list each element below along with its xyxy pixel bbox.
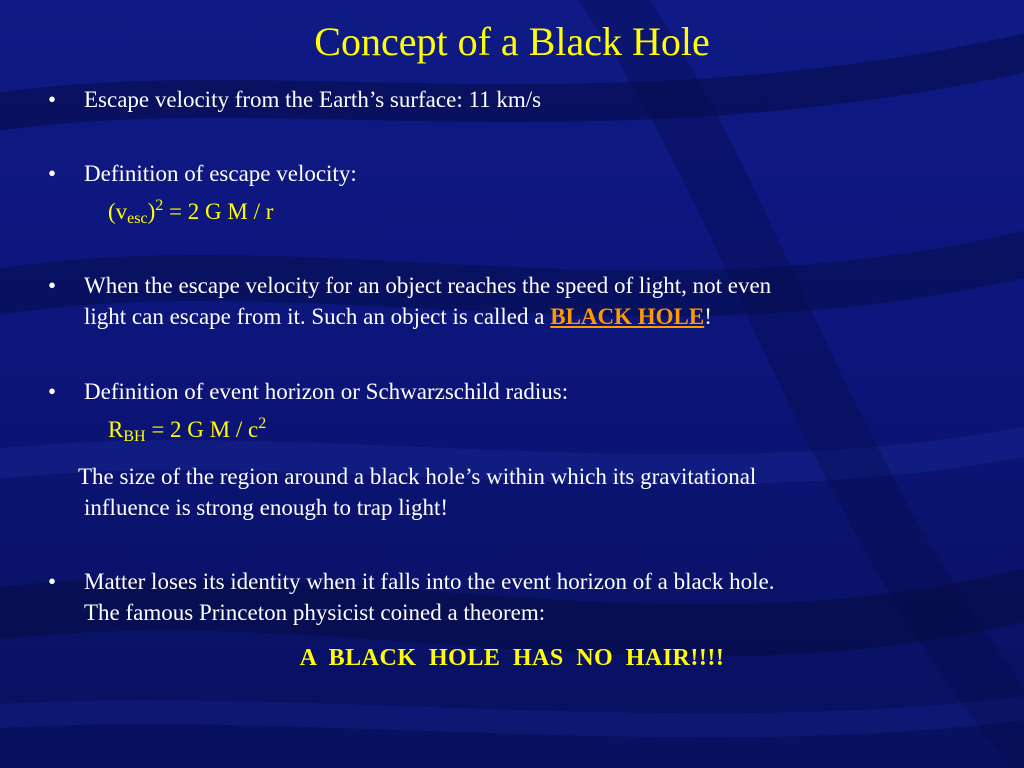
bullet-black-hole-definition [48,270,772,332]
formula-part: R [108,417,124,442]
bullet-text-line2: The famous Princeton physicist coined a theorem: [84,600,546,625]
bullet-marker: • [48,273,57,298]
formula-subscript: BH [123,428,146,445]
slide-title: Concept of a Black Hole [314,19,710,64]
formula-part: = 2 G M / c [145,417,259,442]
escape-velocity-formula [108,196,273,227]
bullet-text: Definition of escape velocity: [84,161,357,186]
bullet-text: Definition of event horizon or Schwarzschild radius: [84,379,569,404]
formula-part: = 2 G M / r [163,199,274,224]
bullet-marker: • [48,569,57,594]
formula-subscript: esc [127,210,148,227]
explanation-line2: influence is strong enough to trap light! [84,495,449,520]
bullet-marker: • [48,379,57,404]
formula-superscript: 2 [155,197,164,214]
schwarzschild-radius-formula [108,414,266,445]
bullet-no-hair-theorem [48,566,775,628]
bullet-text: ! [704,304,712,329]
bullet-marker: • [48,161,57,186]
bullet-text: light can escape from it. Such an object is called a [84,304,551,329]
bullet-marker: • [48,87,57,112]
bullet-text-line1: When the escape velocity for an object reaches the speed of light, not even [84,273,772,298]
black-hole-highlight: BLACK HOLE [550,304,705,329]
bullet-text: Escape velocity from the Earth’s surface: 11 km/s [84,87,542,112]
no-hair-theorem: A BLACK HOLE HAS NO HAIR!!!! [299,645,725,671]
bullet-escape-velocity-earth [48,84,542,115]
bullet-event-horizon-definition [48,376,569,407]
bullet-escape-velocity-definition [48,158,357,189]
bullet-text-line1: Matter loses its identity when it falls into the event horizon of a black hole. [84,569,775,594]
explanation-line1: The size of the region around a black hole’s within which its gravitational [78,464,757,489]
formula-part: (v [108,199,128,224]
formula-superscript: 2 [258,415,267,432]
formula-part: ) [147,199,156,224]
event-horizon-explanation [78,461,756,523]
bullet-text-line2 [84,301,771,332]
